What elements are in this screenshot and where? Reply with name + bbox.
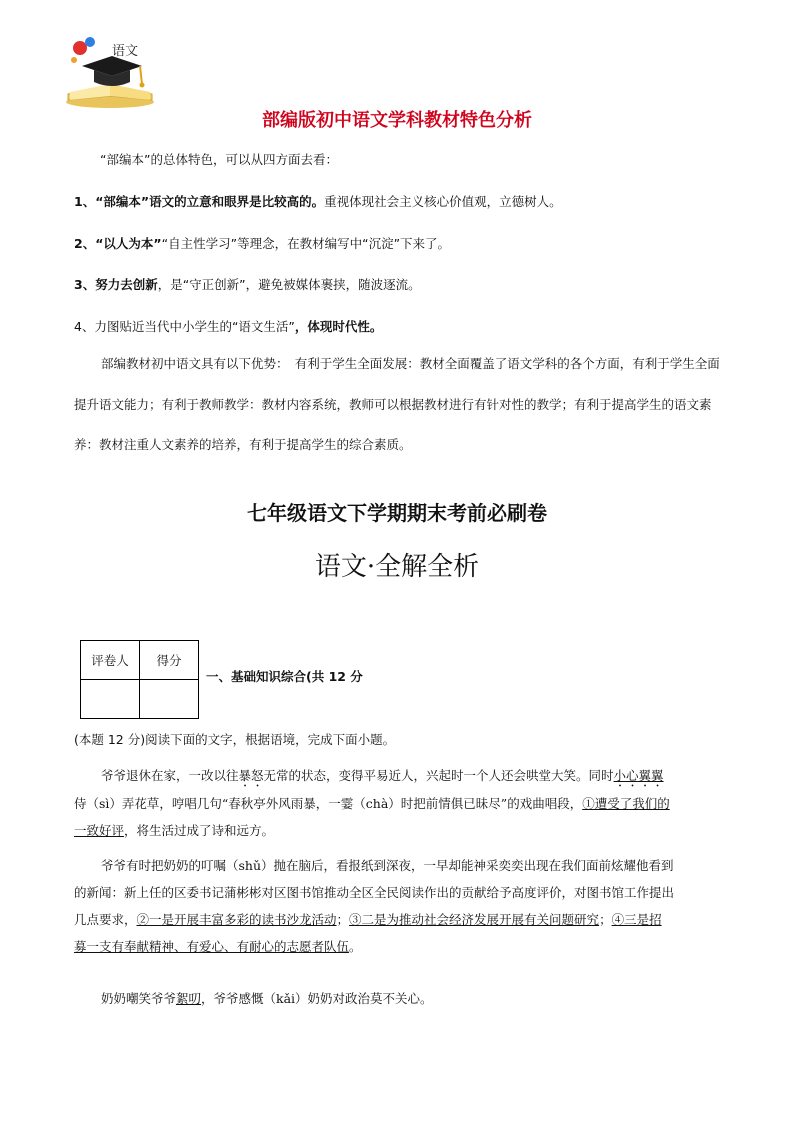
underlined-word-2: 絮叨 bbox=[176, 991, 202, 1006]
point-2-bold: 2、“以人为本” bbox=[74, 236, 162, 251]
point-4-bold-tail: ，体现时代性。 bbox=[294, 319, 383, 334]
point-3-bold: 3、努力去创新 bbox=[74, 277, 158, 292]
graduation-cap-book-icon bbox=[60, 32, 160, 110]
point-1-bold: 1、“部编本”语文的立意和眼界是比较高的。 bbox=[74, 194, 325, 209]
point-4-rest: 4、力图贴近当代中小学生的“语文生活” bbox=[74, 319, 295, 334]
point-1-rest: 重视体现社会主义核心价值观，立德树人。 bbox=[324, 194, 562, 209]
underlined-sentence-1: ①遭受了我们的一致好评 bbox=[74, 796, 670, 838]
advantages-paragraph: 部编教材初中语文具有以下优势： 有利于学生全面发展：教材全面覆盖了语文学科的各个方面，有利于学生全面提升语文能力；有利于教师教学：教材内容系统，教师可以根据教材进行有针对性的教学；有利于提高学生的语文素养：教材注重人文素养的培养，有利于提高学生的综合素质。 bbox=[74, 356, 720, 452]
exam-subtitle: 语文·全解全析 bbox=[314, 552, 480, 582]
question-info: (本题 12 分)阅读下面的文字，根据语境，完成下面小题。 bbox=[74, 732, 396, 747]
score-header-score: 得分 bbox=[140, 641, 199, 680]
underlined-word: 小心翼翼 bbox=[613, 768, 664, 783]
score-header-grader: 评卷人 bbox=[81, 641, 140, 680]
underlined-sentence-2: ②一是开展丰富多彩的读书沙龙活动 bbox=[136, 912, 337, 927]
exam-title: 七年级语文下学期期末考前必刷卷 bbox=[247, 501, 547, 525]
intro-text: “部编本”的总体特色，可以从四方面去看： bbox=[100, 152, 338, 167]
score-table bbox=[80, 640, 199, 719]
point-3-rest: ，是“守正创新”，避免被媒体裹挟，随波逐流。 bbox=[157, 277, 421, 292]
score-cell-grader bbox=[81, 680, 140, 719]
underlined-sentence-4: ④三是招募一支有奉献精神、有爱心、有耐心的志愿者队伍 bbox=[74, 912, 662, 954]
point-2-rest: “自主性学习”等理念，在教材编写中“沉淀”下来了。 bbox=[161, 236, 451, 251]
point-4 bbox=[74, 317, 382, 335]
logo-label: 语文 bbox=[112, 44, 139, 59]
point-2 bbox=[74, 234, 450, 252]
underlined-sentence-3: ③二是为推动社会经济发展开展有关问题研究 bbox=[349, 912, 600, 927]
emphasis-word: 暴怒 bbox=[238, 768, 264, 783]
point-1 bbox=[74, 192, 562, 210]
passage-paragraph-3: 奶奶嘲笑爷爷絮叨，爷爷感慨（kǎi）奶奶对政治莫不关心。 bbox=[101, 991, 433, 1006]
point-3 bbox=[74, 275, 421, 293]
passage-paragraph-1: 爷爷退休在家，一改以往暴怒无常的状态，变得平易近人，兴起时一个人还会哄堂大笑。同时小心翼翼侍（sì）弄花草，哼唱几句“春秋亭外风雨暴，一霎（chà）时把前情俱已昧尽”的戏曲唱段，①遭受了我们的一致好评，将生活过成了诗和远方。 bbox=[74, 768, 670, 838]
passage-paragraph-2: 爷爷有时把奶奶的叮嘱（shǔ）抛在脑后，看报纸到深夜，一早却能神采奕奕出现在我们面前炫耀他看到的新闻：新上任的区委书记蒲彬彬对区图书馆推动全区全民阅读作出的贡献给予高度评价，对图书馆工作提出几点要求，②一是开展丰富多彩的读书沙龙活动；③二是为推动社会经济发展开展有关问题研究；④三是招募一支有奉献精神、有爱心、有耐心的志愿者队伍。 bbox=[74, 858, 675, 954]
page-title: 部编版初中语文学科教材特色分析 bbox=[262, 110, 532, 131]
section-title: 一、基础知识综合(共 12 分 bbox=[206, 669, 363, 684]
score-cell-score bbox=[140, 680, 199, 719]
